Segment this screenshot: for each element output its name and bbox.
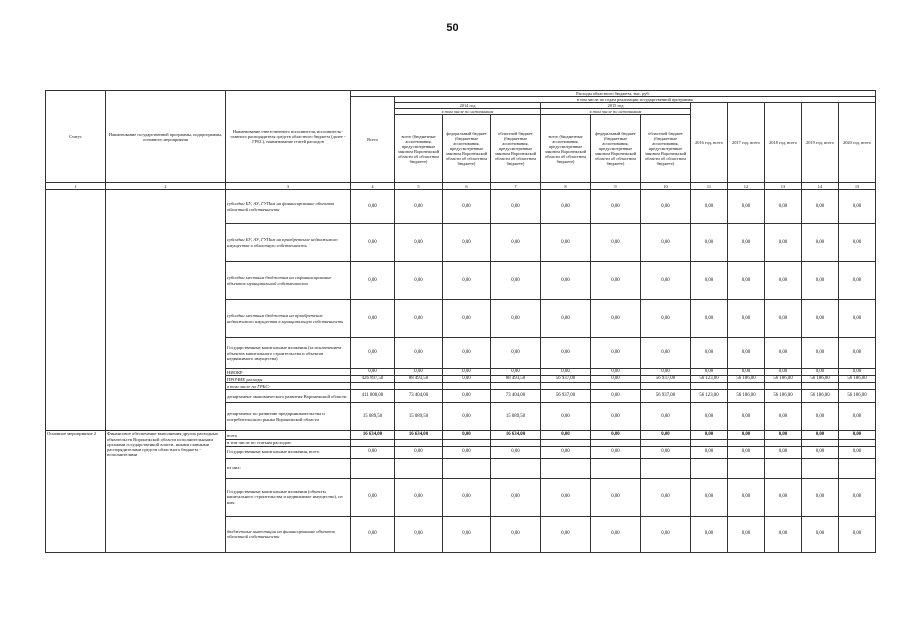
- value-cell: 0,00: [765, 338, 802, 369]
- col-number: 8: [541, 183, 591, 190]
- value-cell: 0,00: [443, 369, 491, 376]
- header-2017: 2017 год, всего: [728, 103, 765, 183]
- value-cell: [728, 458, 765, 478]
- value-cell: 0,00: [541, 224, 591, 262]
- value-cell: 0,00: [491, 338, 541, 369]
- header-2014-all: всего (бюджетные ассигнования, предусмотренные законом Воронежской области об областном бюджете): [395, 115, 443, 183]
- header-2015: 2015 год: [541, 103, 691, 109]
- value-cell: 0,00: [839, 262, 876, 300]
- value-cell: 0,00: [395, 338, 443, 369]
- value-cell: 0,00: [395, 224, 443, 262]
- value-cell: 0,00: [641, 431, 691, 440]
- value-cell: 0,00: [728, 431, 765, 440]
- header-by-years: в том числе по годам реализации государственной программы: [395, 97, 876, 103]
- value-cell: 0,00: [443, 431, 491, 440]
- value-cell: 0,00: [443, 446, 491, 458]
- expense-label: в том числе по статьям расходов:: [226, 440, 351, 446]
- value-cell: 0,00: [691, 224, 728, 262]
- value-cell: 0,00: [691, 369, 728, 376]
- value-cell: 0,00: [728, 516, 765, 552]
- value-cell: 0,00: [765, 224, 802, 262]
- value-cell: 0,00: [443, 516, 491, 552]
- value-cell: 0,00: [691, 300, 728, 338]
- value-cell: [802, 383, 839, 390]
- value-cell: 0,00: [491, 516, 541, 552]
- value-cell: 0,00: [395, 516, 443, 552]
- value-cell: 0,00: [591, 390, 641, 403]
- value-cell: 0,00: [839, 190, 876, 224]
- value-cell: [491, 383, 541, 390]
- col-number: 15: [839, 183, 876, 190]
- value-cell: 0,00: [351, 516, 395, 552]
- col-number: 7: [491, 183, 541, 190]
- value-cell: [541, 458, 591, 478]
- expense-label: субсидии БУ, АУ, ГУПам на финансирование объектов областной собственности: [226, 190, 351, 224]
- value-cell: 0,00: [802, 431, 839, 440]
- value-cell: 0,00: [728, 403, 765, 431]
- value-cell: 0,00: [691, 262, 728, 300]
- value-cell: 0,00: [351, 190, 395, 224]
- value-cell: 56 186,00: [839, 390, 876, 403]
- value-cell: 0,00: [802, 224, 839, 262]
- program-name-cell: [106, 190, 226, 431]
- status-cell: Основное мероприятие 2: [46, 431, 106, 552]
- value-cell: 0,00: [541, 431, 591, 440]
- table-row: [46, 190, 876, 224]
- expense-label: субсидии местным бюджетам на приобретение недвижимого имущества в муниципальную собственность: [226, 300, 351, 338]
- header-2015-obl: областной бюджет (бюджетные ассигнования, предусмотренные законом Воронежской области об областном бюджете): [641, 115, 691, 183]
- col-number: 12: [728, 183, 765, 190]
- value-cell: 56 186,00: [802, 376, 839, 383]
- value-cell: 0,00: [839, 224, 876, 262]
- col-number: 1: [46, 183, 106, 190]
- value-cell: 0,00: [591, 516, 641, 552]
- value-cell: 0,00: [491, 369, 541, 376]
- value-cell: 0,00: [839, 478, 876, 516]
- value-cell: 0,00: [802, 369, 839, 376]
- value-cell: [443, 458, 491, 478]
- value-cell: 15 089,50: [351, 403, 395, 431]
- header-2014: 2014 год: [395, 103, 541, 109]
- value-cell: 411 808,00: [351, 390, 395, 403]
- value-cell: [443, 383, 491, 390]
- value-cell: 0,00: [491, 190, 541, 224]
- value-cell: [591, 383, 641, 390]
- value-cell: 0,00: [728, 478, 765, 516]
- value-cell: 0,00: [541, 262, 591, 300]
- value-cell: 0,00: [641, 224, 691, 262]
- header-2015-fed: федеральный бюджет (бюджетные ассигнования, предусмотренные законом Воронежской области об областном бюджете): [591, 115, 641, 183]
- value-cell: 56 186,00: [802, 390, 839, 403]
- value-cell: 88 493,50: [395, 376, 443, 383]
- expense-label: Государственные капитальные вложения (объекты капитального строительства и недвижимое имущество), из них:: [226, 478, 351, 516]
- value-cell: 0,00: [641, 369, 691, 376]
- col-number: 2: [106, 183, 226, 190]
- header-name: Наименование государственной программы, подпрограммы, основного мероприятия: [106, 91, 226, 183]
- value-cell: 0,00: [691, 190, 728, 224]
- value-cell: 0,00: [491, 300, 541, 338]
- value-cell: 0,00: [839, 516, 876, 552]
- value-cell: 0,00: [591, 300, 641, 338]
- value-cell: 0,00: [395, 262, 443, 300]
- value-cell: 0,00: [641, 446, 691, 458]
- header-2014-obl: областной бюджет (бюджетные ассигнования, предусмотренные законом Воронежской области об областном бюджете): [491, 115, 541, 183]
- value-cell: [351, 458, 395, 478]
- value-cell: 0,00: [802, 516, 839, 552]
- value-cell: 0,00: [802, 338, 839, 369]
- value-cell: 0,00: [491, 446, 541, 458]
- value-cell: 0,00: [802, 403, 839, 431]
- header-2019: 2019 год, всего: [802, 103, 839, 183]
- value-cell: [395, 458, 443, 478]
- value-cell: 73 404,00: [491, 390, 541, 403]
- col-number: 10: [641, 183, 691, 190]
- value-cell: 16 634,00: [395, 431, 443, 440]
- expense-label: субсидии местным бюджетам на софинансирование объектов муниципальной собственности: [226, 262, 351, 300]
- col-number: 3: [226, 183, 351, 190]
- value-cell: 0,00: [802, 446, 839, 458]
- page-number: 50: [446, 22, 459, 34]
- table-body: [46, 190, 876, 552]
- value-cell: 56 186,00: [839, 376, 876, 383]
- header-total: Всего: [351, 97, 395, 183]
- value-cell: 0,00: [765, 369, 802, 376]
- value-cell: 0,00: [765, 403, 802, 431]
- value-cell: 0,00: [765, 190, 802, 224]
- value-cell: 0,00: [839, 338, 876, 369]
- value-cell: [351, 383, 395, 390]
- value-cell: 0,00: [591, 403, 641, 431]
- value-cell: 0,00: [839, 431, 876, 440]
- value-cell: 0,00: [541, 446, 591, 458]
- value-cell: [491, 458, 541, 478]
- value-cell: 0,00: [765, 516, 802, 552]
- value-cell: 16 634,00: [491, 431, 541, 440]
- value-cell: 0,00: [765, 431, 802, 440]
- value-cell: 0,00: [443, 300, 491, 338]
- value-cell: 0,00: [541, 369, 591, 376]
- value-cell: 0,00: [541, 300, 591, 338]
- value-cell: 73 404,00: [395, 390, 443, 403]
- value-cell: 0,00: [351, 224, 395, 262]
- expense-label: департамент экономического развития Воронежской области: [226, 390, 351, 403]
- header-sources-2014: в том числе по источникам: [395, 109, 541, 115]
- header-2014-fed: федеральный бюджет (бюджетные ассигнования, предусмотренные законом Воронежской области об областном бюджете): [443, 115, 491, 183]
- value-cell: 0,00: [641, 190, 691, 224]
- value-cell: 0,00: [765, 300, 802, 338]
- value-cell: 0,00: [641, 338, 691, 369]
- value-cell: [839, 458, 876, 478]
- table-row: [46, 431, 876, 440]
- value-cell: [395, 383, 443, 390]
- header-2016: 2016 год, всего: [691, 103, 728, 183]
- value-cell: [839, 383, 876, 390]
- value-cell: 0,00: [541, 516, 591, 552]
- value-cell: 0,00: [591, 338, 641, 369]
- value-cell: [728, 383, 765, 390]
- value-cell: 0,00: [728, 262, 765, 300]
- value-cell: 56 186,00: [765, 390, 802, 403]
- value-cell: 0,00: [541, 190, 591, 224]
- value-cell: 0,00: [641, 516, 691, 552]
- value-cell: 0,00: [728, 446, 765, 458]
- budget-table: [45, 90, 876, 553]
- value-cell: [541, 383, 591, 390]
- value-cell: 0,00: [443, 190, 491, 224]
- expense-label: в том числе по ГРБС:: [226, 383, 351, 390]
- value-cell: [765, 458, 802, 478]
- value-cell: 0,00: [641, 403, 691, 431]
- header-status: Статус: [46, 91, 106, 183]
- header-2020: 2020 год, всего: [839, 103, 876, 183]
- expense-label: Государственные капитальные вложения, всего: [226, 446, 351, 458]
- header-sources-2015: в том числе по источникам: [541, 109, 691, 115]
- value-cell: [802, 458, 839, 478]
- col-number: 11: [691, 183, 728, 190]
- value-cell: 0,00: [728, 300, 765, 338]
- header-2015-all: всего (бюджетные ассигнования, предусмотренные законом Воронежской области об областном бюджете): [541, 115, 591, 183]
- header-expenses: Расходы областного бюджета, тыс. руб.: [351, 91, 876, 97]
- value-cell: [591, 458, 641, 478]
- value-cell: [641, 383, 691, 390]
- value-cell: 0,00: [351, 446, 395, 458]
- header-2018: 2018 год, всего: [765, 103, 802, 183]
- value-cell: 56 937,00: [641, 390, 691, 403]
- value-cell: 0,00: [802, 262, 839, 300]
- value-cell: 56 937,00: [541, 376, 591, 383]
- value-cell: 0,00: [443, 376, 491, 383]
- value-cell: 0,00: [839, 300, 876, 338]
- value-cell: [641, 458, 691, 478]
- value-cell: [765, 383, 802, 390]
- value-cell: 0,00: [641, 300, 691, 338]
- value-cell: 0,00: [728, 369, 765, 376]
- expense-label: всего: [226, 431, 351, 440]
- expense-label: НИОКР: [226, 369, 351, 376]
- value-cell: 0,00: [802, 478, 839, 516]
- value-cell: 0,00: [839, 369, 876, 376]
- value-cell: 0,00: [802, 190, 839, 224]
- value-cell: 0,00: [691, 403, 728, 431]
- value-cell: 56 186,00: [765, 376, 802, 383]
- value-cell: 0,00: [728, 190, 765, 224]
- value-cell: 0,00: [691, 478, 728, 516]
- value-cell: 15 089,50: [395, 403, 443, 431]
- value-cell: 0,00: [591, 446, 641, 458]
- col-number: 13: [765, 183, 802, 190]
- program-name-cell: Финансовое обеспечение выполнения других расходных обязательств Воронежской области исполнительными органами государственной власти, иными главными распорядителями средств областного бюджета - исполнителями: [106, 431, 226, 552]
- value-cell: 0,00: [491, 224, 541, 262]
- value-cell: 0,00: [491, 262, 541, 300]
- value-cell: 0,00: [591, 262, 641, 300]
- col-number: 6: [443, 183, 491, 190]
- value-cell: 0,00: [765, 478, 802, 516]
- value-cell: [691, 458, 728, 478]
- value-cell: 0,00: [641, 478, 691, 516]
- value-cell: 0,00: [839, 403, 876, 431]
- value-cell: 0,00: [395, 478, 443, 516]
- column-numbers-row: [46, 183, 876, 190]
- header-gbs: Наименование ответственного исполнителя, исполнителя - главного распорядителя средств областного бюджета (далее - ГРБС), наименование статей расходов: [226, 91, 351, 183]
- expense-label: субсидии БУ, АУ, ГУПам на приобретение недвижимого имущества в областную собственность: [226, 224, 351, 262]
- value-cell: 0,00: [691, 446, 728, 458]
- value-cell: 0,00: [351, 300, 395, 338]
- expense-label: Государственные капитальные вложения (за исключением объектов капитального строительства и объектов недвижимого имущества): [226, 338, 351, 369]
- value-cell: 0,00: [443, 262, 491, 300]
- value-cell: 426 897,50: [351, 376, 395, 383]
- value-cell: 56 186,00: [728, 376, 765, 383]
- status-cell: [46, 190, 106, 431]
- value-cell: 0,00: [691, 431, 728, 440]
- table-header: [46, 91, 876, 190]
- value-cell: 0,00: [443, 478, 491, 516]
- expense-label: ПРОЧИЕ расходы: [226, 376, 351, 383]
- value-cell: 0,00: [351, 262, 395, 300]
- col-number: 9: [591, 183, 641, 190]
- value-cell: 56 937,00: [541, 390, 591, 403]
- value-cell: 0,00: [691, 338, 728, 369]
- value-cell: 0,00: [395, 369, 443, 376]
- value-cell: 0,00: [591, 190, 641, 224]
- value-cell: 0,00: [691, 516, 728, 552]
- value-cell: 0,00: [728, 338, 765, 369]
- value-cell: 0,00: [802, 300, 839, 338]
- value-cell: 0,00: [443, 224, 491, 262]
- value-cell: 0,00: [728, 224, 765, 262]
- value-cell: 0,00: [591, 224, 641, 262]
- expense-label: бюджетные инвестиции на финансирование объектов областной собственности: [226, 516, 351, 552]
- value-cell: 0,00: [443, 403, 491, 431]
- value-cell: 0,00: [591, 478, 641, 516]
- value-cell: 16 634,00: [351, 431, 395, 440]
- value-cell: 0,00: [541, 338, 591, 369]
- value-cell: 56 123,00: [691, 376, 728, 383]
- value-cell: 56 186,00: [728, 390, 765, 403]
- col-number: 4: [351, 183, 395, 190]
- value-cell: 0,00: [351, 478, 395, 516]
- value-cell: [691, 383, 728, 390]
- value-cell: 0,00: [395, 300, 443, 338]
- value-cell: 0,00: [541, 403, 591, 431]
- value-cell: 0,00: [591, 369, 641, 376]
- value-cell: 0,00: [443, 390, 491, 403]
- col-number: 5: [395, 183, 443, 190]
- value-cell: 0,00: [591, 431, 641, 440]
- value-cell: 56 123,00: [691, 390, 728, 403]
- value-cell: 0,00: [443, 338, 491, 369]
- value-cell: 0,00: [839, 446, 876, 458]
- value-cell: 0,00: [641, 262, 691, 300]
- value-cell: 0,00: [591, 376, 641, 383]
- value-cell: 88 493,50: [491, 376, 541, 383]
- value-cell: 0,00: [351, 369, 395, 376]
- value-cell: 0,00: [541, 478, 591, 516]
- value-cell: 56 937,00: [641, 376, 691, 383]
- value-cell: 0,00: [395, 446, 443, 458]
- col-number: 14: [802, 183, 839, 190]
- value-cell: 0,00: [765, 262, 802, 300]
- expense-label: из них:: [226, 458, 351, 478]
- value-cell: 15 089,50: [491, 403, 541, 431]
- value-cell: 0,00: [491, 478, 541, 516]
- value-cell: 0,00: [765, 446, 802, 458]
- value-cell: 0,00: [395, 190, 443, 224]
- expense-label: департамент по развитию предпринимательства и потребительского рынка Воронежской области: [226, 403, 351, 431]
- value-cell: 0,00: [351, 338, 395, 369]
